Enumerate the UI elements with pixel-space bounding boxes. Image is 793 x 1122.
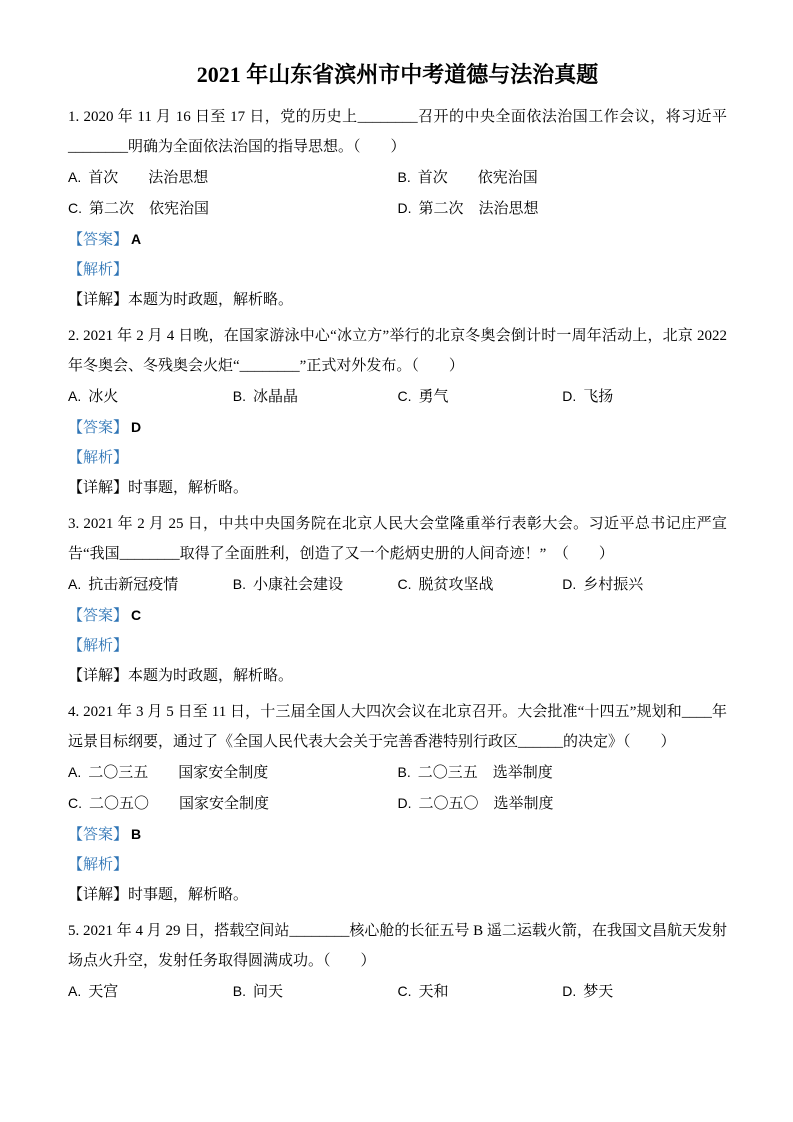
option-text: 首次 依宪治国 [417, 170, 538, 186]
option-text: 梦天 [583, 984, 614, 1000]
option-text: 天和 [418, 984, 449, 1000]
option-letter: D. [562, 983, 577, 999]
answer-value: B [131, 826, 142, 842]
question-1-answer-line [68, 224, 727, 255]
question-5-options [68, 976, 727, 1007]
question-3-detail-line [68, 661, 727, 691]
option-text: 首次 法治思想 [88, 170, 209, 186]
question-1-option-d [398, 193, 728, 224]
option-text: 冰晶晶 [252, 389, 298, 405]
detail-text: 本题为时政题，解析略。 [128, 292, 294, 308]
question-1-options [68, 162, 727, 224]
option-letter: C. [397, 388, 412, 404]
analysis-label: 【解析】 [68, 262, 129, 278]
option-text: 二〇五〇 选举制度 [418, 796, 554, 812]
question-2-analysis-line [68, 443, 727, 473]
question-4-option-a [68, 757, 398, 788]
question-3-analysis-line [68, 631, 727, 661]
analysis-label: 【解析】 [68, 638, 129, 654]
question-4-answer-line [68, 819, 727, 850]
option-letter: B. [232, 388, 246, 404]
question-2-option-b [233, 381, 398, 412]
question-4-option-b [398, 757, 728, 788]
option-text: 二〇三五 选举制度 [417, 765, 553, 781]
question-3-options [68, 569, 727, 600]
question-5-option-a [68, 976, 233, 1007]
question-4-detail-line [68, 880, 727, 910]
question-1-detail-line [68, 285, 727, 315]
question-1-option-c [68, 193, 398, 224]
question-4 [68, 697, 727, 910]
answer-label: 【答案】 [68, 420, 129, 436]
question-3 [68, 509, 727, 691]
question-2-option-a [68, 381, 233, 412]
detail-text: 本题为时政题，解析略。 [128, 668, 294, 684]
analysis-label: 【解析】 [68, 450, 129, 466]
question-2-options [68, 381, 727, 412]
option-text: 冰火 [88, 389, 119, 405]
answer-label: 【答案】 [68, 608, 129, 624]
question-3-option-a [68, 569, 233, 600]
detail-label: 【详解】 [68, 668, 129, 684]
option-letter: C. [397, 983, 412, 999]
question-1 [68, 102, 727, 315]
option-text: 小康社会建设 [252, 577, 343, 593]
option-letter: A. [68, 576, 82, 592]
question-5 [68, 916, 727, 1007]
option-letter: A. [68, 169, 82, 185]
option-text: 飞扬 [583, 389, 614, 405]
option-text: 第二次 法治思想 [418, 201, 539, 217]
question-4-option-c [68, 788, 398, 819]
question-5-stem: 5. 2021 年 4 月 29 日，搭载空间站________核心舱的长征五号 B 遥二运载火箭，在我国文昌航天发射场点火升空，发射任务取得圆满成功。（ ） [68, 923, 727, 969]
option-text: 乡村振兴 [583, 577, 644, 593]
question-3-option-b [233, 569, 398, 600]
question-3-option-d [562, 569, 727, 600]
option-letter: A. [68, 983, 82, 999]
answer-value: C [131, 607, 142, 623]
option-text: 问天 [252, 984, 283, 1000]
question-4-option-d [398, 788, 728, 819]
option-letter: B. [232, 983, 246, 999]
question-2-stem: 2. 2021 年 2 月 4 日晚，在国家游泳中心“冰立方”举行的北京冬奥会倒计时一周年活动上，北京 2022 年冬奥会、冬残奥会火炬“________”正式对外发布。（ ） [68, 328, 731, 374]
option-text: 天宫 [88, 984, 119, 1000]
question-1-option-b [398, 162, 728, 193]
answer-label: 【答案】 [68, 232, 129, 248]
option-text: 抗击新冠疫情 [88, 577, 179, 593]
question-3-stem: 3. 2021 年 2 月 25 日，中共中央国务院在北京人民大会堂隆重举行表彰大会。习近平总书记庄严宣告“我国________取得了全面胜利，创造了又一个彪炳史册的人间奇迹！” （ ） [68, 516, 727, 562]
detail-text: 时事题，解析略。 [128, 480, 249, 496]
option-letter: B. [232, 576, 246, 592]
option-letter: C. [68, 200, 82, 216]
question-4-analysis-line [68, 850, 727, 880]
option-letter: D. [397, 795, 412, 811]
option-letter: C. [68, 795, 82, 811]
analysis-label: 【解析】 [68, 857, 129, 873]
option-letter: D. [562, 576, 577, 592]
option-text: 二〇五〇 国家安全制度 [89, 796, 270, 812]
question-4-options [68, 757, 727, 819]
question-2 [68, 321, 731, 503]
option-text: 二〇三五 国家安全制度 [88, 765, 269, 781]
detail-text: 时事题，解析略。 [128, 887, 249, 903]
question-2-option-d [562, 381, 727, 412]
question-3-answer-line [68, 600, 727, 631]
detail-label: 【详解】 [68, 480, 129, 496]
question-1-stem: 1. 2020 年 11 月 16 日至 17 日，党的历史上________召开的中央全面依法治国工作会议，将习近平________明确为全面依法治国的指导思想。（ ） [68, 109, 727, 155]
option-text: 第二次 依宪治国 [89, 201, 210, 217]
option-letter: B. [397, 764, 411, 780]
answer-value: D [131, 419, 142, 435]
option-text: 勇气 [418, 389, 449, 405]
question-2-answer-line [68, 412, 727, 443]
answer-label: 【答案】 [68, 827, 129, 843]
detail-label: 【详解】 [68, 292, 129, 308]
question-2-detail-line [68, 473, 727, 503]
answer-value: A [131, 231, 142, 247]
question-5-option-c [398, 976, 563, 1007]
question-5-option-d [562, 976, 727, 1007]
question-5-option-b [233, 976, 398, 1007]
question-1-option-a [68, 162, 398, 193]
option-letter: D. [562, 388, 577, 404]
page-title: 2021 年山东省滨州市中考道德与法治真题 [196, 62, 599, 87]
option-letter: C. [397, 576, 412, 592]
question-2-option-c [398, 381, 563, 412]
question-4-stem: 4. 2021 年 3 月 5 日至 11 日，十三届全国人大四次会议在北京召开。大会批准“十四五”规划和____年远景目标纲要，通过了《全国人民代表大会关于完善香港特别行政区______的决定》（ ） [68, 704, 727, 750]
option-letter: A. [68, 764, 82, 780]
question-1-analysis-line [68, 255, 727, 285]
option-letter: A. [68, 388, 82, 404]
option-letter: B. [397, 169, 411, 185]
question-3-option-c [398, 569, 563, 600]
option-text: 脱贫攻坚战 [418, 577, 494, 593]
detail-label: 【详解】 [68, 887, 129, 903]
option-letter: D. [397, 200, 412, 216]
